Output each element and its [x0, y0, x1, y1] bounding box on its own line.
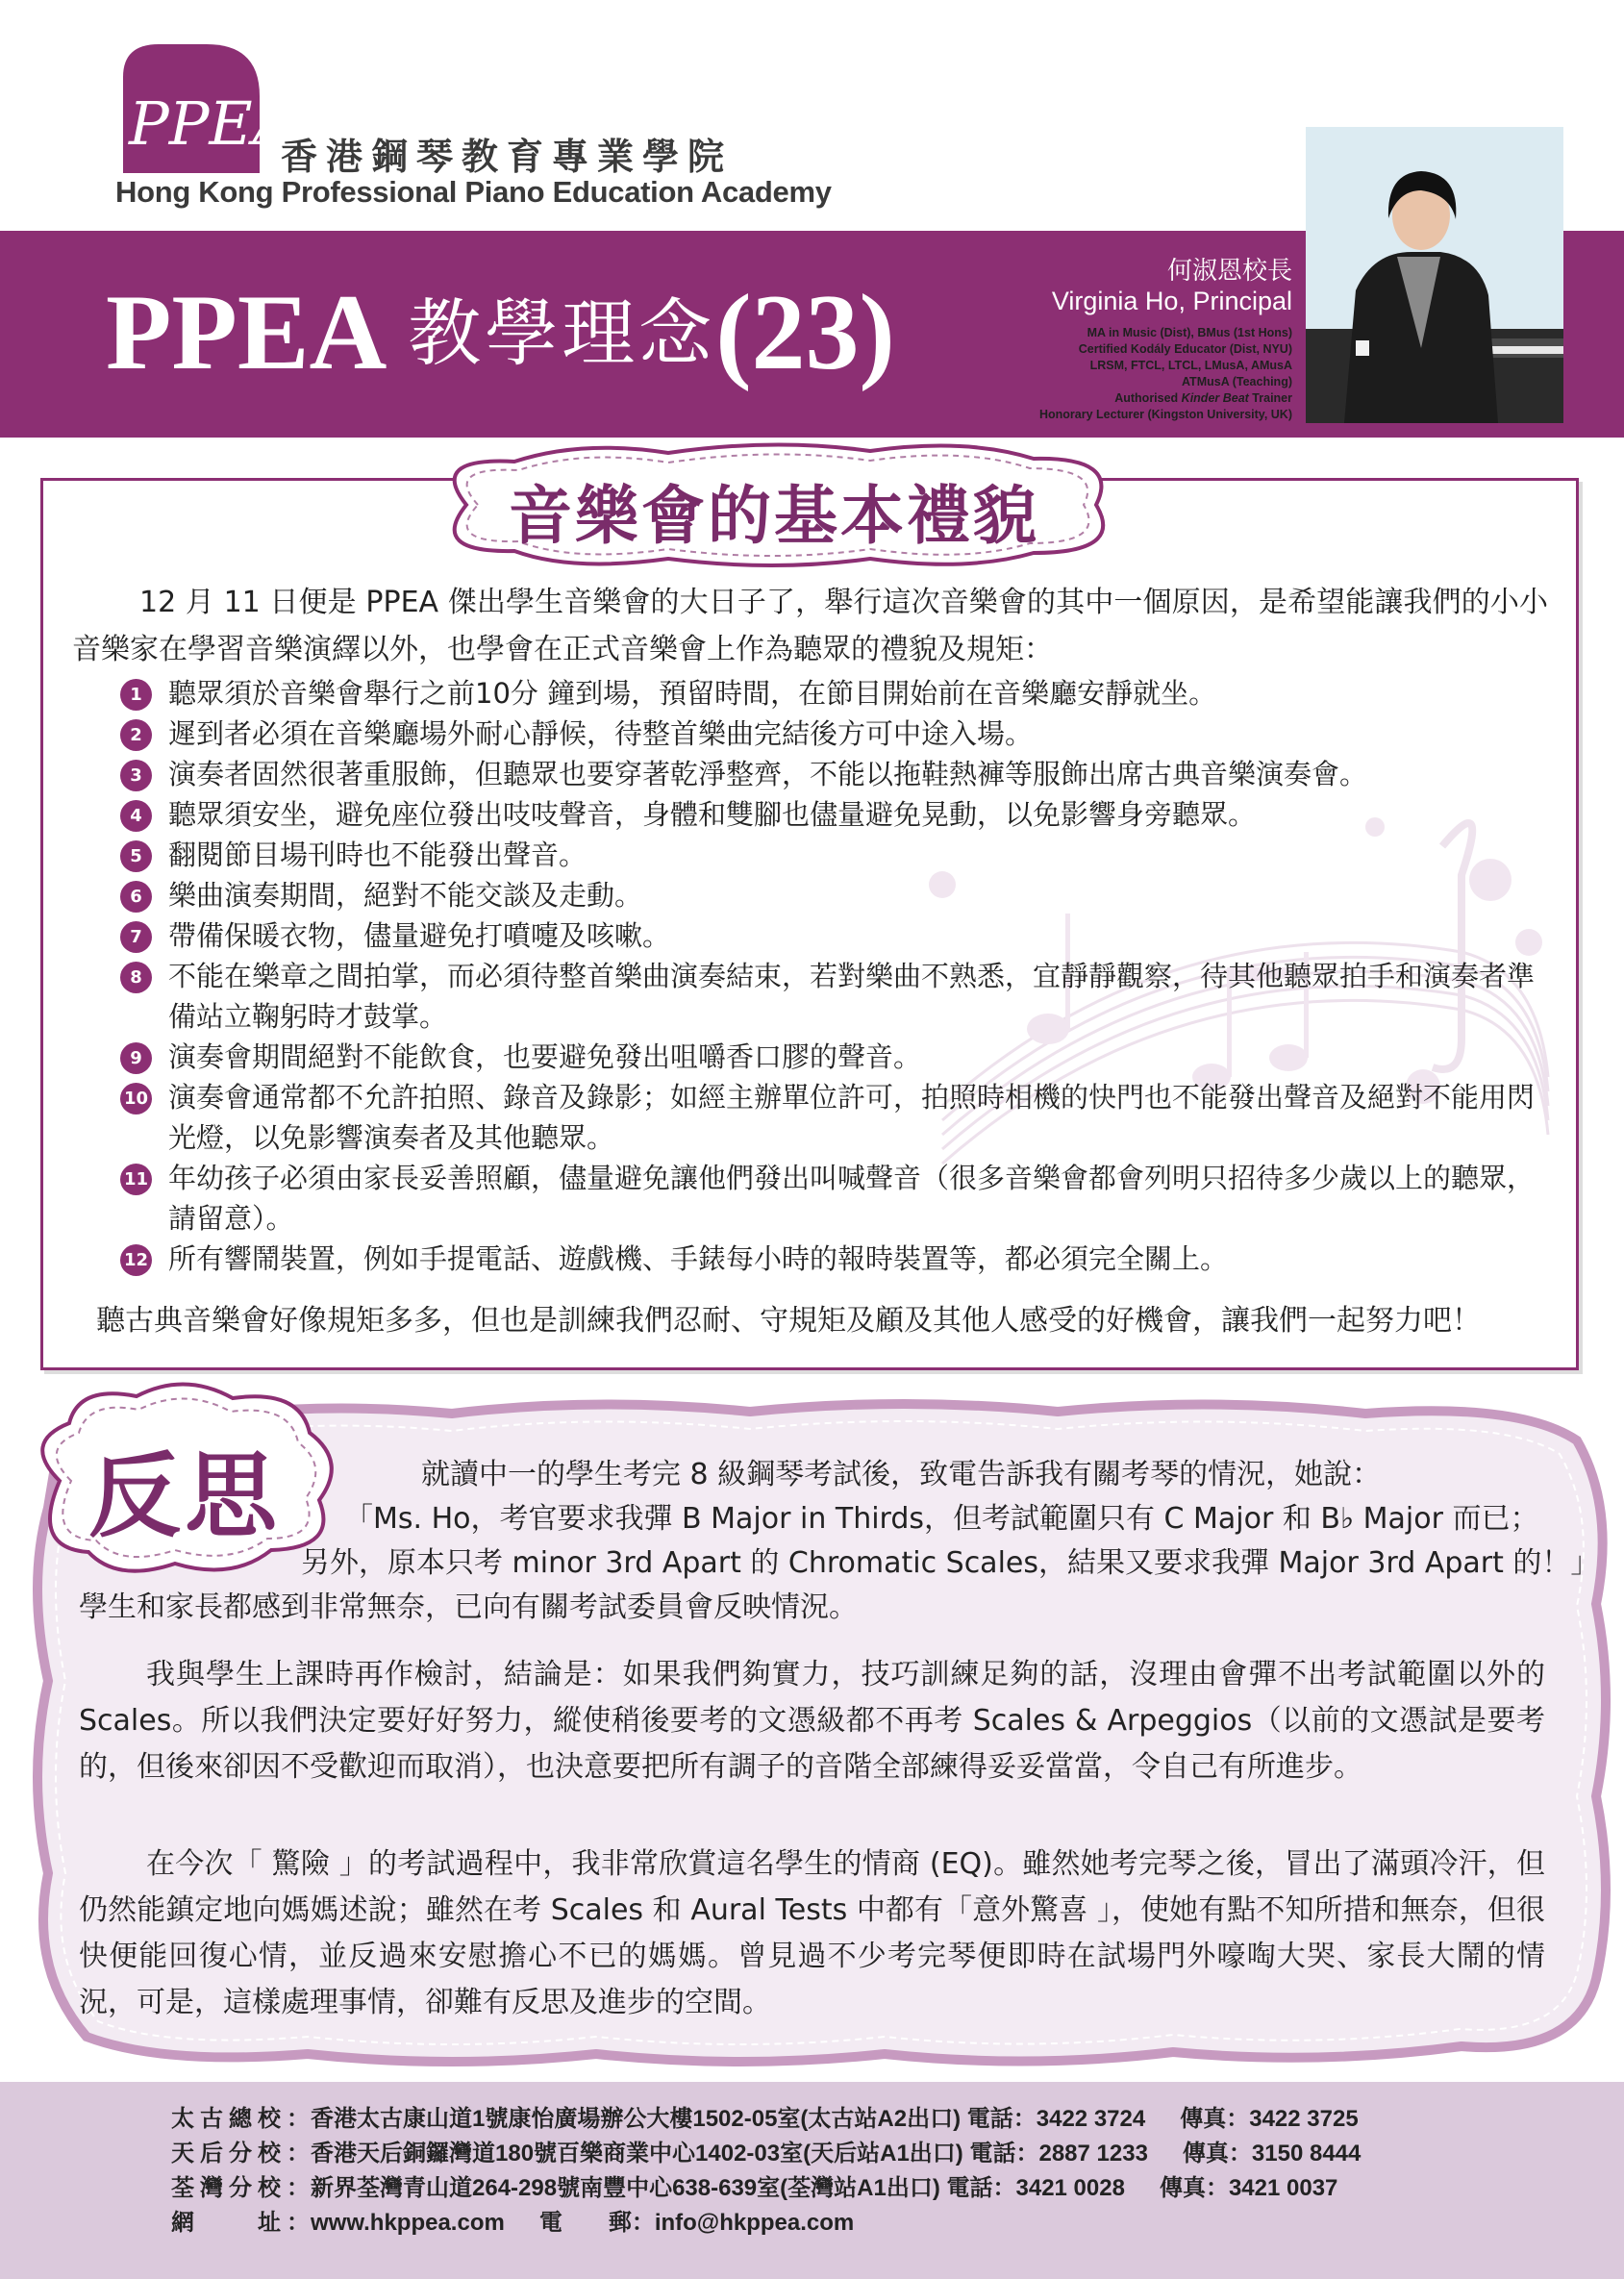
credential: Certified Kodály Educator (Dist, NYU) — [1078, 342, 1292, 357]
branch-phone: 3422 3724 — [1036, 2106, 1146, 2132]
rule-number-badge: 1 — [120, 679, 152, 711]
branch-fax: 3150 8444 — [1251, 2141, 1362, 2166]
principal-name-english: Virginia Ho, Principal — [1051, 286, 1292, 315]
rule-text: 翻閱節目場刊時也不能發出聲音。 — [168, 839, 587, 871]
etiquette-closing: 聽古典音樂會好像規矩多多，但也是訓練我們忍耐、守規矩及顧及其他人感受的好機會，讓我們一起努力吧！ — [96, 1304, 1481, 1338]
email-link[interactable]: info@hkppea.com — [654, 2210, 855, 2236]
rule-text: 遲到者必須在音樂廳場外耐心靜候，待整首樂曲完結後方可中途入場。 — [168, 717, 1034, 750]
principal-info — [946, 258, 1292, 423]
rule-number-badge: 2 — [120, 719, 152, 751]
etiquette-title: 音樂會的基本禮貌 — [509, 479, 1039, 553]
list-item — [120, 875, 1543, 915]
rule-text: 演奏者固然很著重服飾，但聽眾也要穿著乾淨整齊，不能以拖鞋熱褲等服飾出席古典音樂演奏會。 — [168, 758, 1368, 790]
credential: LRSM, FTCL, LTCL, LMusA, AMusA — [1089, 359, 1292, 373]
list-item — [120, 673, 1543, 714]
website-link[interactable]: www.hkppea.com — [311, 2210, 505, 2236]
principal-name-chinese — [946, 258, 1292, 286]
rule-number-badge: 8 — [120, 962, 152, 993]
etiquette-rules-list — [120, 673, 1543, 1279]
rule-number-badge: 7 — [120, 921, 152, 953]
branch-row: 荃灣分校：新界荃灣青山道264-298號南豐中心638-639室(荃灣站A1出口) 電話：3421 0028 傳真：3421 0037 — [171, 2168, 1337, 2202]
branch-row: 太古總校：香港太古康山道1號康怡廣場辦公大樓1502-05室(太古站A2出口) 電話：3422 3724 傳真：3422 3725 — [171, 2099, 1359, 2133]
rule-number-badge: 10 — [120, 1083, 152, 1114]
rule-text: 帶備保暖衣物，儘量避免打噴嚏及咳嗽。 — [168, 919, 671, 952]
branch-address: 香港天后銅鑼灣道180號百樂商業中心1402-03室(天后站A1出口) — [311, 2141, 963, 2166]
rule-text: 年幼孩子必須由家長妥善照顧，儘量避免讓他們發出叫喊聲音（很多音樂會都會列明只招待多少歲以上的聽眾，請留意）。 — [168, 1162, 1536, 1235]
branch-address: 香港太古康山道1號康怡廣場辦公大樓1502-05室(太古站A2出口) — [311, 2106, 962, 2132]
banner-title — [106, 273, 895, 392]
branch-phone: 3421 0028 — [1015, 2175, 1125, 2201]
reflection-title: 反思 — [88, 1441, 281, 1550]
branch-address: 新界荃灣青山道264-298號南豐中心638-639室(荃灣站A1出口) — [311, 2175, 940, 2201]
credential-trainer: Authorised Kinder Beat Trainer — [1114, 391, 1292, 406]
banner-title-number: (23) — [715, 273, 895, 392]
rule-text: 樂曲演奏期間，絕對不能交談及走動。 — [168, 879, 643, 912]
reflection-line-2: 「Ms. Ho，考官要求我彈 B Major in Thirds，但考試範圍只有 C Major 和 B♭ Major 而已； — [344, 1502, 1539, 1536]
rule-text: 演奏會期間絕對不能飲食，也要避免發出咀嚼香口膠的聲音。 — [168, 1040, 922, 1073]
rule-text: 聽眾須於音樂會舉行之前10分 鐘到場，預留時間，在節目開始前在音樂廳安靜就坐。 — [168, 677, 1217, 710]
rule-number-badge: 12 — [120, 1244, 152, 1276]
rule-number-badge: 9 — [120, 1042, 152, 1074]
credential-lecturer: Honorary Lecturer (Kingston University, UK) — [1038, 408, 1292, 422]
branch-label: 天后分校： — [171, 2141, 315, 2166]
branch-label: 荃灣分校： — [171, 2175, 315, 2201]
list-item — [120, 956, 1543, 1037]
branch-label: 太古總校： — [171, 2106, 315, 2132]
email-label: 電 郵： — [538, 2210, 655, 2236]
principal-zh-role: 校長 — [1241, 257, 1292, 286]
reflection-paragraph-2: 我與學生上課時再作檢討，結論是：如果我們夠實力，技巧訓練足夠的話，沒理由會彈不出考試範圍以外的 Scales。所以我們決定要好好努力，縱使稍後要考的文憑級都不再考 Scales & Arpeggios（以前的文憑試是要考的，但後來卻因不受歡迎而取消），也決意要把所有調子的音階全部練得妥妥當當，令自己有所進步。 — [79, 1658, 1545, 1784]
rule-number-badge: 4 — [120, 800, 152, 832]
list-item — [120, 1158, 1543, 1239]
ppea-logo — [115, 38, 296, 178]
brand-name-chinese: 香港鋼琴教育專業學院 — [281, 136, 734, 178]
rule-text: 不能在樂章之間拍掌，而必須待整首樂曲演奏結束，若對樂曲不熟悉，宜靜靜觀察，待其他聽眾拍手和演奏者準備站立鞠躬時才鼓掌。 — [168, 960, 1536, 1033]
rule-text: 聽眾須安坐，避免座位發出吱吱聲音，身體和雙腳也儘量避免晃動，以免影響身旁聽眾。 — [168, 798, 1257, 831]
branch-row: 天后分校：香港天后銅鑼灣道180號百樂商業中心1402-03室(天后站A1出口) 電話：2887 1233 傳真：3150 8444 — [171, 2134, 1361, 2167]
reflection-line-3: 另外，原本只考 minor 3rd Apart 的 Chromatic Scales，結果又要求我彈 Major 3rd Apart 的！」 — [301, 1546, 1600, 1580]
list-item — [120, 1239, 1543, 1279]
rule-text: 所有響鬧裝置，例如手提電話、遊戲機、手錶每小時的報時裝置等，都必須完全關上。 — [168, 1242, 1229, 1275]
website-label: 網 址： — [171, 2210, 315, 2236]
rule-number-badge: 5 — [120, 840, 152, 872]
principal-photo — [1306, 127, 1563, 423]
logo-mark-text: PPEA — [129, 88, 296, 159]
banner-title-chinese: 教學理念 — [408, 290, 716, 376]
branch-fax: 3421 0037 — [1228, 2175, 1338, 2201]
reflection-line-4: 學生和家長都感到非常無奈，已向有關考試委員會反映情況。 — [79, 1590, 858, 1624]
list-item — [120, 714, 1543, 754]
list-item — [120, 1077, 1543, 1158]
contact-row — [171, 2203, 854, 2237]
rule-number-badge: 6 — [120, 881, 152, 913]
principal-zh-name: 何淑恩 — [1166, 257, 1242, 286]
list-item — [120, 835, 1543, 875]
list-item — [120, 794, 1543, 835]
rule-number-badge: 11 — [120, 1164, 152, 1195]
reflection-paragraph-3: 在今次「 驚險 」的考試過程中，我非常欣賞這名學生的情商 (EQ)。雖然她考完琴之後，冒出了滿頭冷汗，但仍然能鎮定地向媽媽述說；雖然在考 Scales 和 Aural Tests 中都有「意外驚喜 」，使她有點不知所措和無奈，但很快便能回復心情，並反過來安慰擔心不已的媽媽。曾見過不少考完琴便即時在試場門外嚎啕大哭、家長大鬧的情況，可是，這樣處理事情，卻難有反思及進步的空間。 — [79, 1847, 1545, 2019]
credential: ATMusA (Teaching) — [1181, 375, 1292, 389]
list-item — [120, 1037, 1543, 1077]
branch-fax: 3422 3725 — [1249, 2106, 1359, 2132]
rule-number-badge: 3 — [120, 760, 152, 791]
brand-name-english: Hong Kong Professional Piano Education Academy — [115, 175, 832, 209]
reflection-line-1: 就讀中一的學生考完 8 級鋼琴考試後，致電告訴我有關考琴的情況，她說： — [421, 1458, 1382, 1491]
list-item — [120, 754, 1543, 794]
list-item — [120, 915, 1543, 956]
branch-phone: 2887 1233 — [1038, 2141, 1148, 2166]
etiquette-intro: 12 月 11 日便是 PPEA 傑出學生音樂會的大日子了，舉行這次音樂會的其中一個原因，是希望能讓我們的小小音樂家在學習音樂演繹以外，也學會在正式音樂會上作為聽眾的禮貌及規矩： — [72, 586, 1548, 666]
rule-text: 演奏會通常都不允許拍照、錄音及錄影；如經主辦單位許可，拍照時相機的快門也不能發出聲音及絕對不能用閃光燈，以免影響演奏者及其他聽眾。 — [168, 1081, 1536, 1154]
credential: MA in Music (Dist), BMus (1st Hons) — [1087, 326, 1292, 340]
banner-title-latin: PPEA — [106, 273, 382, 392]
